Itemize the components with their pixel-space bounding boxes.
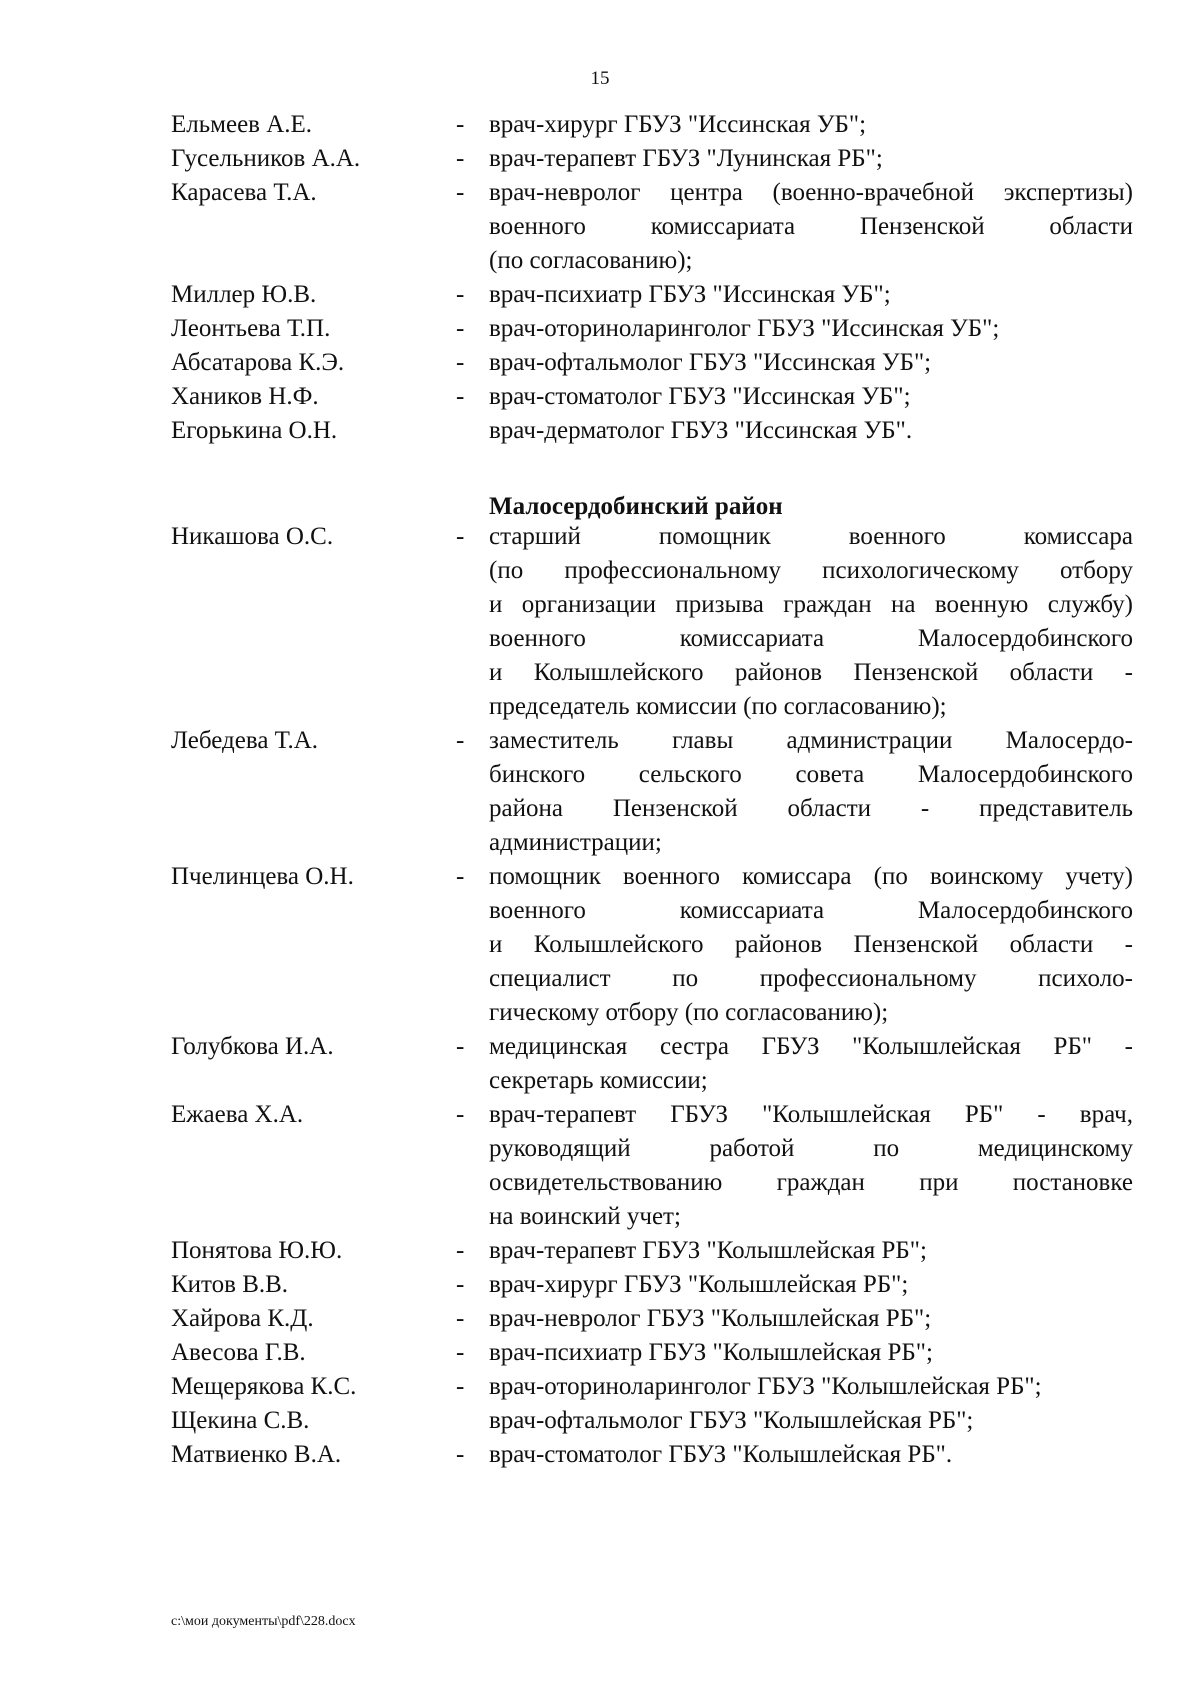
member-entry [171,414,1133,448]
role-line: врач-терапевт ГБУЗ "Лунинская РБ"; [489,145,883,172]
role-line: на воинский учет; [489,1203,681,1230]
member-entry [171,860,1133,1030]
member-entry [171,312,1133,346]
member-entry [171,1370,1133,1404]
role-line: заместитель главы администрации Малосердо- [489,727,1133,754]
role-line: врач-психиатр ГБУЗ "Колышлейская РБ"; [489,1339,933,1366]
member-name: Ежаева Х.А. [171,1101,304,1128]
role-line: медицинская сестра ГБУЗ "Колышлейская РБ" - [489,1033,1133,1060]
role-line: врач-хирург ГБУЗ "Колышлейская РБ"; [489,1271,909,1298]
member-name: Пчелинцева О.Н. [171,863,354,890]
member-entry [171,520,1133,724]
member-name: Ельмеев А.Е. [171,111,313,138]
role-line: военного комиссариата Малосердобинского [489,625,1133,652]
entry-dash: - [456,863,465,890]
role-line: специалист по профессиональному психоло- [489,965,1133,992]
member-role [489,278,1133,312]
member-name: Миллер Ю.В. [171,281,317,308]
member-role [489,1234,1133,1268]
member-entry [171,176,1133,278]
member-entry [171,346,1133,380]
role-line: врач-хирург ГБУЗ "Иссинская УБ"; [489,111,867,138]
member-name: Леонтьева Т.П. [171,315,331,342]
entry-dash: - [456,111,465,138]
role-line: врач-офтальмолог ГБУЗ "Иссинская УБ"; [489,349,932,376]
entry-dash: - [456,179,465,206]
entry-dash: - [456,1339,465,1366]
role-line: (по профессиональному психологическому отбору [489,557,1133,584]
member-entry [171,724,1133,860]
entry-dash: - [456,727,465,754]
role-line: врач-психиатр ГБУЗ "Иссинская УБ"; [489,281,891,308]
member-role [489,1438,1133,1472]
role-line: врач-невролог центра (военно-врачебной экспертизы) [489,179,1133,206]
role-line: военного комиссариата Малосердобинского [489,897,1133,924]
role-line: (по согласованию); [489,247,693,274]
role-line: врач-оториноларинголог ГБУЗ "Иссинская УБ"; [489,315,1000,342]
member-entry [171,278,1133,312]
member-role [489,1404,1133,1438]
section-heading: Малосердобинский район [489,493,783,520]
role-line: врач-оториноларинголог ГБУЗ "Колышлейская РБ"; [489,1373,1042,1400]
role-line: председатель комиссии (по согласованию); [489,693,947,720]
member-name: Хайрова К.Д. [171,1305,314,1332]
member-entry [171,1302,1133,1336]
member-role [489,1098,1133,1234]
role-line: секретарь комиссии; [489,1067,708,1094]
file-path-footer: c:\мои документы\pdf\228.docx [171,1614,356,1629]
role-line: врач-стоматолог ГБУЗ "Иссинская УБ"; [489,383,911,410]
role-line: военного комиссариата Пензенской области [489,213,1133,240]
entry-dash: - [456,1441,465,1468]
role-line: помощник военного комиссара (по воинскому учету) [489,863,1133,890]
member-name: Гусельников А.А. [171,145,361,172]
member-name: Понятова Ю.Ю. [171,1237,343,1264]
member-name: Авесова Г.В. [171,1339,306,1366]
role-line: гическому отбору (по согласованию); [489,999,889,1026]
member-role [489,1030,1133,1098]
member-name: Егорькина О.Н. [171,417,338,444]
entry-dash: - [456,1373,465,1400]
member-name: Щекина С.В. [171,1407,310,1434]
member-name: Абсатарова К.Э. [171,349,345,376]
member-name: Матвиенко В.А. [171,1441,342,1468]
role-line: врач-стоматолог ГБУЗ "Колышлейская РБ". [489,1441,953,1468]
page-number: 15 [590,68,610,89]
entry-dash: - [456,1305,465,1332]
entry-dash: - [456,281,465,308]
member-name: Голубкова И.А. [171,1033,334,1060]
role-line: бинского сельского совета Малосердобинского [489,761,1133,788]
member-entry [171,1404,1133,1438]
member-role [489,724,1133,860]
entry-dash: - [456,1237,465,1264]
role-line: врач-офтальмолог ГБУЗ "Колышлейская РБ"; [489,1407,974,1434]
entry-dash: - [456,145,465,172]
member-entry [171,1268,1133,1302]
role-line: руководящий работой по медицинскому [489,1135,1133,1162]
member-role [489,1302,1133,1336]
role-line: района Пензенской области - представитель [489,795,1133,822]
role-line: врач-терапевт ГБУЗ "Колышлейская РБ" - врач, [489,1101,1133,1128]
member-role [489,312,1133,346]
member-name: Лебедева Т.А. [171,727,318,754]
member-role [489,346,1133,380]
role-line: врач-дерматолог ГБУЗ "Иссинская УБ". [489,417,913,444]
role-line: и Колышлейского районов Пензенской области - [489,931,1133,958]
member-name: Карасева Т.А. [171,179,317,206]
member-role [489,1268,1133,1302]
member-role [489,1336,1133,1370]
entry-dash: - [456,383,465,410]
role-line: врач-невролог ГБУЗ "Колышлейская РБ"; [489,1305,932,1332]
member-entry [171,1438,1133,1472]
member-role [489,860,1133,1030]
member-name: Никашова О.С. [171,523,334,550]
member-entry [171,108,1133,142]
member-role [489,176,1133,278]
member-role [489,1370,1133,1404]
member-name: Хаников Н.Ф. [171,383,319,410]
role-line: врач-терапевт ГБУЗ "Колышлейская РБ"; [489,1237,927,1264]
entry-dash: - [456,1101,465,1128]
member-name: Мещерякова К.С. [171,1373,357,1400]
role-line: старший помощник военного комиссара [489,523,1133,550]
member-name: Китов В.В. [171,1271,289,1298]
commission-list-issinsky [171,108,1133,448]
member-entry [171,1098,1133,1234]
entry-dash: - [456,1033,465,1060]
member-entry [171,380,1133,414]
role-line: и Колышлейского районов Пензенской области - [489,659,1133,686]
member-entry [171,142,1133,176]
member-entry [171,1030,1133,1098]
role-line: администрации; [489,829,662,856]
member-entry [171,1234,1133,1268]
member-role [489,142,1133,176]
member-role [489,380,1133,414]
entry-dash: - [456,523,465,550]
member-entry [171,1336,1133,1370]
member-role [489,108,1133,142]
entry-dash: - [456,349,465,376]
role-line: и организации призыва граждан на военную службу) [489,591,1133,618]
commission-list-malosedobinsky [171,520,1133,1472]
member-role [489,520,1133,724]
entry-dash: - [456,1271,465,1298]
entry-dash: - [456,315,465,342]
role-line: освидетельствованию граждан при постановке [489,1169,1133,1196]
member-role [489,414,1133,448]
